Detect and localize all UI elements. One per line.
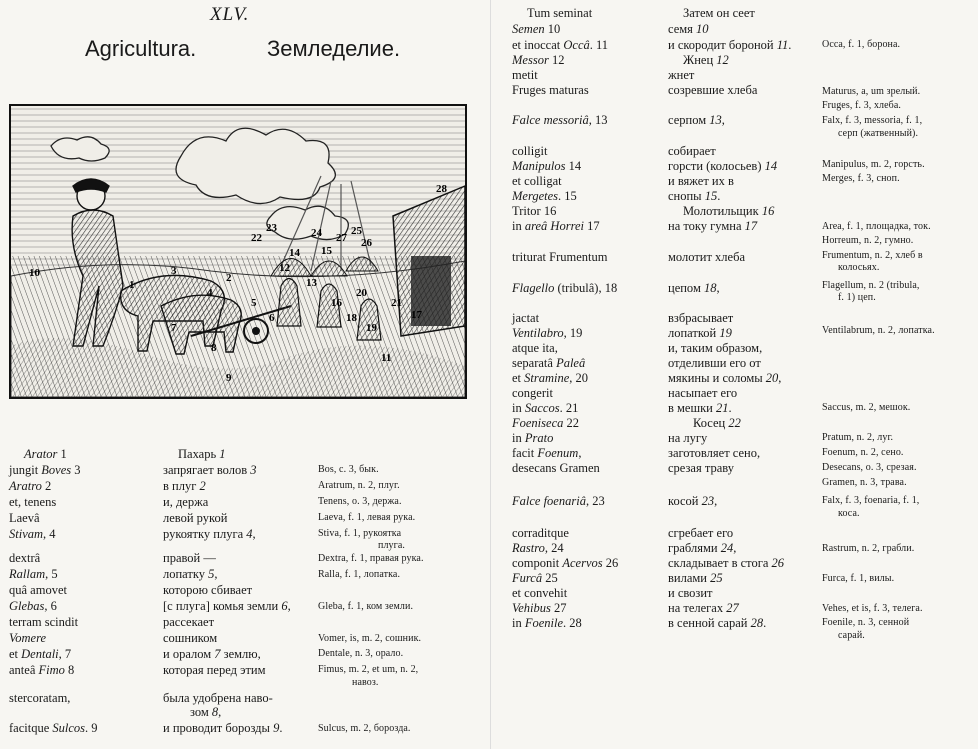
russian-line: лопаткой 19 [668, 326, 732, 340]
latin-line: Foeniseca 22 [512, 416, 579, 430]
gloss-entry: Laeva, f. 1, левая рука. [318, 512, 416, 523]
illustration-number: 14 [289, 247, 300, 259]
russian-line: сгребает его [668, 526, 734, 540]
latin-line: et colligat [512, 174, 562, 188]
latin-line: Stivam, 4 [9, 527, 56, 541]
gloss-entry: плуга. [378, 540, 405, 551]
russian-line: созревшие хлеба [668, 83, 758, 97]
latin-line: metit [512, 68, 538, 82]
gloss-entry: Vomer, is, m. 2, сошник. [318, 633, 422, 644]
illustration-number: 23 [266, 222, 277, 234]
russian-line: и, держа [163, 495, 209, 509]
gloss-entry: Pratum, n. 2, луг. [822, 432, 894, 443]
illustration-number: 27 [336, 232, 347, 244]
latin-line: in Foenile. 28 [512, 616, 582, 630]
latin-line: Vehibus 27 [512, 601, 567, 615]
illustration-number: 24 [311, 227, 322, 239]
russian-line: в плуг 2 [163, 479, 206, 493]
illustration-number: 13 [306, 277, 317, 289]
latin-line: separatâ Paleâ [512, 356, 586, 370]
illustration-number: 20 [356, 287, 367, 299]
russian-line: левой рукой [163, 511, 228, 525]
gloss-entry: Frumentum, n. 2, хлеб в [822, 250, 923, 261]
illustration-number: 3 [171, 265, 177, 277]
illustration-number: 2 [226, 272, 232, 284]
gloss-entry: f. 1) цеп. [838, 292, 876, 303]
russian-line: отделивши его от [668, 356, 761, 370]
latin-line: Falce messoriâ, 13 [512, 113, 608, 127]
latin-line: componit Acervos 26 [512, 556, 619, 570]
russian-line: в сенной сарай 28. [668, 616, 767, 630]
latin-line: congerit [512, 386, 553, 400]
gloss-entry: Dextra, f. 1, правая рука. [318, 553, 424, 564]
gloss-entry: Dentale, n. 3, орало. [318, 648, 404, 659]
gloss-entry: Ventilabrum, n. 2, лопатка. [822, 325, 935, 336]
russian-line: косой 23, [668, 494, 718, 508]
latin-line: Arator 1 [24, 447, 67, 461]
illustration-number: 12 [279, 262, 290, 274]
illustration-number: 11 [381, 352, 392, 364]
russian-line: и, таким образом, [668, 341, 763, 355]
russian-line: Затем он сеет [683, 6, 755, 20]
gloss-entry: Falx, f. 3, messoria, f. 1, [822, 115, 923, 126]
russian-line: и проводит борозды 9. [163, 721, 283, 735]
latin-line: Tritor 16 [512, 204, 557, 218]
gloss-entry: Gleba, f. 1, ком земли. [318, 601, 414, 612]
gloss-entry: Occa, f. 1, борона. [822, 39, 901, 50]
gloss-entry: Fruges, f. 3, хлеба. [822, 100, 902, 111]
russian-line: насыпает его [668, 386, 738, 400]
gloss-entry: Fimus, m. 2, et um, n. 2, [318, 664, 419, 675]
russian-line: была удобрена наво- [163, 691, 273, 705]
latin-line: colligit [512, 144, 548, 158]
illustration-number: 9 [226, 372, 232, 384]
illustration-number: 28 [436, 183, 447, 195]
latin-line: Mergetes. 15 [512, 189, 577, 203]
latin-line: terram scindit [9, 615, 79, 629]
gloss-entry: Bos, c. 3, бык. [318, 464, 379, 475]
gloss-entry: Vehes, et is, f. 3, телега. [822, 603, 923, 614]
gloss-entry: Foenile, n. 3, сенной [822, 617, 910, 628]
russian-line: на телегах 27 [668, 601, 739, 615]
gloss-entry: Gramen, n. 3, трава. [822, 477, 907, 488]
illustration-number: 19 [366, 322, 377, 334]
latin-line: Manipulos 14 [512, 159, 582, 173]
illustration-number: 18 [346, 312, 357, 324]
latin-line: in areâ Horrei 17 [512, 219, 600, 233]
latin-line: Semen 10 [512, 22, 561, 36]
russian-line: и скородит бороной 11. [668, 38, 792, 52]
gloss-entry: Merges, f. 3, сноп. [822, 173, 900, 184]
illustration-number: 7 [171, 322, 177, 334]
latin-line: Laevâ [9, 511, 40, 525]
illustration-number: 6 [269, 312, 275, 324]
woodcut-illustration [9, 104, 467, 399]
russian-line: Косец 22 [693, 416, 741, 430]
latin-line: in Saccos. 21 [512, 401, 579, 415]
illustration-number: 10 [29, 267, 40, 279]
latin-line: dextrâ [9, 551, 41, 565]
gloss-entry: Foenum, n. 2, сено. [822, 447, 904, 458]
russian-line: снопы 15. [668, 189, 721, 203]
title-latin: Agricultura. [85, 36, 197, 61]
illustration-number: 16 [331, 297, 342, 309]
russian-line: и вяжет их в [668, 174, 734, 188]
latin-line: desecans Gramen [512, 461, 600, 475]
gloss-entry: Stiva, f. 1, рукоятка [318, 528, 402, 539]
latin-line: facitque Sulcos. 9 [9, 721, 98, 735]
latin-line: jactat [512, 311, 540, 325]
gloss-entry: коса. [838, 508, 860, 519]
russian-line: заготовляет сено, [668, 446, 761, 460]
russian-line: семя 10 [668, 22, 709, 36]
russian-line: серпом 13, [668, 113, 725, 127]
russian-line: в мешки 21. [668, 401, 732, 415]
russian-line: лопатку 5, [163, 567, 218, 581]
russian-line: взбрасывает [668, 311, 734, 325]
illustration-number: 26 [361, 237, 372, 249]
latin-line: Fruges maturas [512, 83, 589, 97]
russian-line: рукоятку плуга 4, [163, 527, 256, 541]
russian-line: которая перед этим [163, 663, 266, 677]
gloss-entry: Area, f. 1, площадка, ток. [822, 221, 931, 232]
russian-line: вилами 25 [668, 571, 723, 585]
page-gutter [490, 0, 491, 749]
latin-line: quâ amovet [9, 583, 67, 597]
russian-line: Пахарь 1 [178, 447, 226, 461]
russian-line: на току гумна 17 [668, 219, 758, 233]
latin-line: Tum seminat [527, 6, 593, 20]
gloss-entry: Horreum, n. 2, гумно. [822, 235, 914, 246]
latin-line: Messor 12 [512, 53, 565, 67]
latin-line: et Dentali, 7 [9, 647, 72, 661]
gloss-entry: Sulcus, m. 2, борозда. [318, 723, 411, 734]
russian-line: и оралом 7 землю, [163, 647, 261, 661]
russian-line: правой — [163, 551, 216, 565]
illustration-number: 4 [207, 287, 213, 299]
illustration-number: 1 [129, 279, 135, 291]
russian-line: Молотильщик 16 [683, 204, 775, 218]
russian-line: рассекает [163, 615, 215, 629]
gloss-entry: Ralla, f. 1, лопатка. [318, 569, 401, 580]
gloss-entry: Manipulus, m. 2, горсть. [822, 159, 925, 170]
russian-line: запрягает волов 3 [163, 463, 257, 477]
russian-line: жнет [668, 68, 695, 82]
illustration-number: 15 [321, 245, 332, 257]
latin-line: stercoratam, [9, 691, 71, 705]
russian-line: которою сбивает [163, 583, 253, 597]
russian-line: на лугу [668, 431, 708, 445]
gloss-entry: колосьях. [838, 262, 880, 273]
russian-line: горсти (колосьев) 14 [668, 159, 778, 173]
latin-line: atque ita, [512, 341, 558, 355]
latin-line: et, tenens [9, 495, 57, 509]
russian-line: цепом 18, [668, 281, 720, 295]
latin-line: et convehit [512, 586, 568, 600]
russian-line: зом 8, [190, 705, 222, 719]
russian-line: молотит хлеба [668, 250, 746, 264]
latin-line: facit Foenum, [512, 446, 582, 460]
title-russian: Земледелие. [267, 36, 401, 61]
russian-line: и свозит [668, 586, 713, 600]
illustration-number: 21 [391, 297, 402, 309]
gloss-entry: Falx, f. 3, foenaria, f. 1, [822, 495, 920, 506]
gloss-entry: Saccus, m. 2, мешок. [822, 402, 911, 413]
latin-line: triturat Frumentum [512, 250, 608, 264]
latin-line: Rastro, 24 [512, 541, 564, 555]
latin-line: anteâ Fimo 8 [9, 663, 75, 677]
gloss-entry: сарай. [838, 630, 865, 641]
russian-line: складывает в стога 26 [668, 556, 785, 570]
page-number: XLV. [210, 4, 250, 25]
gloss-entry: Flagellum, n. 2 (tribula, [822, 280, 920, 291]
latin-line: et Stramine, 20 [512, 371, 589, 385]
latin-line: Glebas, 6 [9, 599, 57, 613]
latin-line: jungit Boves 3 [9, 463, 81, 477]
latin-line: Flagello (tribulâ), 18 [512, 281, 618, 295]
latin-line: corraditque [512, 526, 569, 540]
latin-line: Rallam, 5 [9, 567, 58, 581]
latin-line: Aratro 2 [9, 479, 52, 493]
illustration-number: 22 [251, 232, 262, 244]
gloss-entry: серп (жатвенный). [838, 128, 919, 139]
latin-line: in Prato [512, 431, 554, 445]
latin-line: Furcâ 25 [512, 571, 558, 585]
illustration-number: 5 [251, 297, 257, 309]
agriculture-woodcut [11, 106, 465, 397]
russian-line: граблями 24, [668, 541, 737, 555]
russian-line: собирает [668, 144, 716, 158]
illustration-number: 25 [351, 225, 362, 237]
russian-line: [с плуга] комья земли 6, [163, 599, 291, 613]
illustration-number: 17 [411, 309, 422, 321]
russian-line: срезая траву [668, 461, 734, 475]
gloss-entry: Aratrum, n. 2, плуг. [318, 480, 400, 491]
gloss-entry: Rastrum, n. 2, грабли. [822, 543, 915, 554]
latin-line: Ventilabro, 19 [512, 326, 583, 340]
gloss-entry: Tenens, o. 3, держа. [318, 496, 402, 507]
gloss-entry: Desecans, o. 3, срезая. [822, 462, 917, 473]
illustration-number: 8 [211, 342, 217, 354]
latin-line: Falce foenariâ, 23 [512, 494, 605, 508]
gloss-entry: навоз. [352, 677, 379, 688]
russian-line: сошником [163, 631, 218, 645]
latin-line: et inoccat Occâ. 11 [512, 38, 609, 52]
russian-line: мякины и соломы 20, [668, 371, 782, 385]
gloss-entry: Furca, f. 1, вилы. [822, 573, 895, 584]
gloss-entry: Maturus, a, um зрелый. [822, 86, 921, 97]
latin-line: Vomere [9, 631, 47, 645]
russian-line: Жнец 12 [683, 53, 729, 67]
